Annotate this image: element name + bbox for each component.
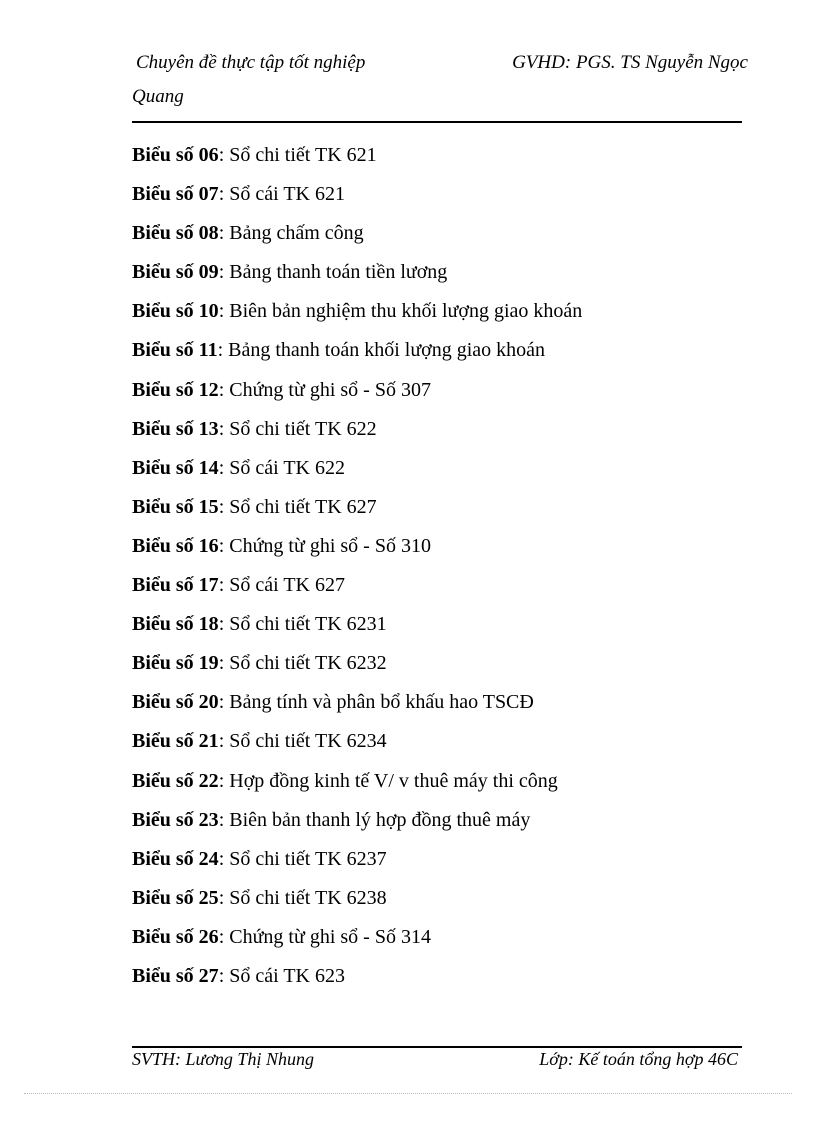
list-item — [132, 219, 752, 258]
list-item-text: : Sổ cái TK 621 — [218, 183, 345, 206]
list-item-text: : Sổ chi tiết TK 6231 — [218, 613, 387, 636]
list-item — [132, 336, 752, 375]
list-item-text: : Biên bản thanh lý hợp đồng thuê máy — [218, 808, 531, 831]
page-edge — [24, 1093, 792, 1094]
list-item — [132, 258, 752, 297]
list-item — [132, 454, 752, 493]
list-item-label: Biểu số 14 — [132, 456, 219, 479]
list-item — [132, 923, 752, 962]
list-item-label: Biểu số 19 — [132, 652, 219, 675]
list-item — [132, 884, 752, 923]
footer-divider — [132, 1046, 742, 1048]
list-item-label: Biểu số 26 — [132, 925, 219, 948]
list-item — [132, 415, 752, 454]
list-item — [132, 180, 752, 219]
figure-list — [132, 141, 752, 1001]
list-item — [132, 532, 752, 571]
list-item-text: : Hợp đồng kinh tế V/ v thuê máy thi công — [218, 769, 558, 792]
list-item-label: Biểu số 09 — [132, 261, 219, 284]
list-item-label: Biểu số 07 — [132, 183, 219, 206]
list-item — [132, 688, 752, 727]
header-supervisor: GVHD: PGS. TS Nguyễn Ngọc — [512, 52, 748, 73]
list-item-text: : Sổ chi tiết TK 6238 — [218, 886, 387, 909]
list-item-text: : Sổ chi tiết TK 6232 — [218, 652, 387, 675]
list-item-label: Biểu số 11 — [132, 339, 218, 362]
list-item-text: : Sổ chi tiết TK 627 — [218, 495, 377, 518]
list-item — [132, 767, 752, 806]
header-divider — [132, 121, 742, 123]
list-item-label: Biểu số 24 — [132, 847, 219, 870]
list-item-label: Biểu số 17 — [132, 574, 219, 597]
list-item-text: : Biên bản nghiệm thu khối lượng giao khoán — [218, 300, 583, 323]
list-item-label: Biểu số 18 — [132, 613, 219, 636]
list-item-text: : Chứng từ ghi sổ - Số 310 — [218, 534, 431, 557]
list-item-label: Biểu số 16 — [132, 534, 219, 557]
list-item — [132, 610, 752, 649]
page-header — [132, 52, 748, 122]
list-item-text: : Bảng tính và phân bổ khấu hao TSCĐ — [218, 691, 534, 714]
list-item — [132, 649, 752, 688]
list-item-label: Biểu số 27 — [132, 964, 219, 987]
list-item — [132, 141, 752, 180]
list-item-label: Biểu số 13 — [132, 417, 219, 440]
list-item-text: : Sổ chi tiết TK 6237 — [218, 847, 387, 870]
list-item-text: : Bảng thanh toán tiền lương — [218, 261, 448, 284]
list-item-text: : Sổ chi tiết TK 621 — [218, 144, 377, 166]
list-item-text: : Chứng từ ghi sổ - Số 314 — [218, 925, 431, 948]
list-item-label: Biểu số 12 — [132, 378, 219, 401]
list-item — [132, 962, 752, 1001]
list-item-text: : Sổ cái TK 623 — [218, 964, 345, 987]
list-item — [132, 376, 752, 415]
list-item-label: Biểu số 20 — [132, 691, 219, 714]
list-item-text: : Sổ chi tiết TK 6234 — [218, 730, 387, 753]
list-item-label: Biểu số 23 — [132, 808, 219, 831]
list-item-text: : Chứng từ ghi sổ - Số 307 — [218, 378, 431, 401]
header-title: Chuyên đề thực tập tốt nghiệp — [136, 52, 366, 73]
list-item — [132, 727, 752, 766]
footer-student: SVTH: Lương Thị Nhung — [132, 1049, 314, 1069]
list-item-label: Biểu số 06 — [132, 144, 219, 166]
list-item-label: Biểu số 08 — [132, 222, 219, 245]
header-supervisor-continued: Quang — [132, 86, 184, 107]
list-item — [132, 845, 752, 884]
list-item-label: Biểu số 22 — [132, 769, 219, 792]
list-item-text: : Bảng thanh toán khối lượng giao khoán — [217, 339, 546, 362]
list-item-label: Biểu số 21 — [132, 730, 219, 753]
list-item — [132, 297, 752, 336]
list-item-label: Biểu số 10 — [132, 300, 219, 323]
footer-class: Lớp: Kế toán tổng hợp 46C — [539, 1049, 738, 1069]
list-item-label: Biểu số 15 — [132, 495, 219, 518]
list-item — [132, 806, 752, 845]
list-item-text: : Sổ chi tiết TK 622 — [218, 417, 377, 440]
list-item-label: Biểu số 25 — [132, 886, 219, 909]
list-item-text: : Sổ cái TK 622 — [218, 456, 345, 479]
list-item — [132, 493, 752, 532]
list-item-text: : Bảng chấm công — [218, 222, 364, 245]
list-item-text: : Sổ cái TK 627 — [218, 574, 345, 597]
list-item — [132, 571, 752, 610]
